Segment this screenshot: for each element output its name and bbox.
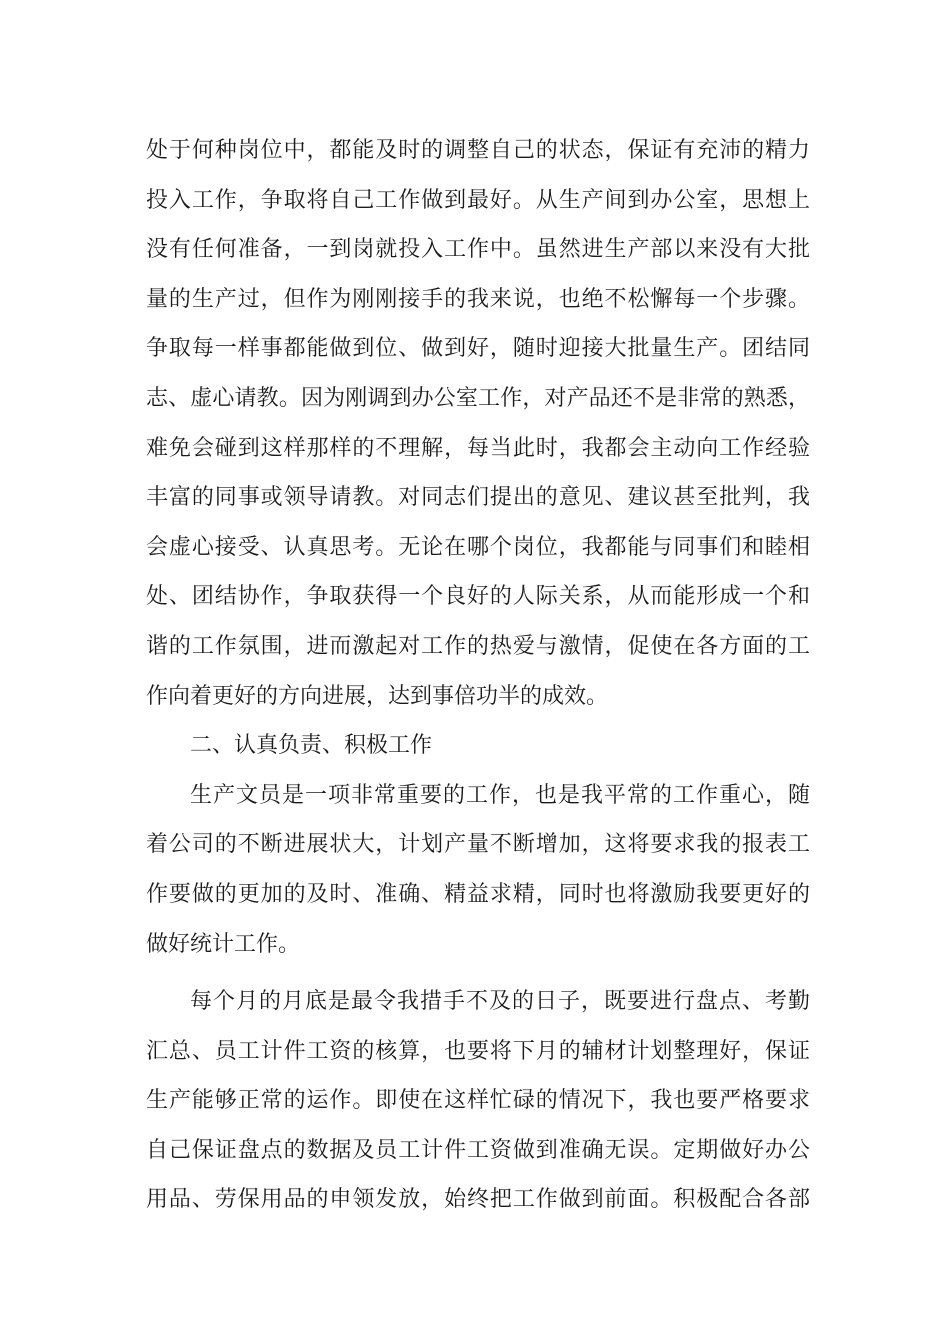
text-line: 自己保证盘点的数据及员工计件工资做到准确无误。定期做好办公 — [146, 1137, 810, 1163]
paragraph-2 — [146, 771, 810, 969]
text-line: 会虚心接受、认真思考。无论在哪个岗位，我都能与同事们和睦相 — [146, 534, 810, 560]
text-line: 汇总、员工计件工资的核算，也要将下月的辅材计划整理好，保证 — [146, 1038, 810, 1064]
paragraph-3 — [146, 977, 810, 1225]
paragraph-1 — [146, 126, 810, 721]
text-line: 生产能够正常的运作。即使在这样忙碌的情况下，我也要严格要求 — [146, 1088, 810, 1114]
text-line: 量的生产过，但作为刚刚接手的我来说，也绝不松懈每一个步骤。 — [146, 286, 810, 312]
text-line: 志、虚心请教。因为刚调到办公室工作，对产品还不是非常的熟悉， — [146, 385, 810, 411]
text-line: 用品、劳保用品的申领发放，始终把工作做到前面。积极配合各部 — [146, 1187, 810, 1213]
text-line: 难免会碰到这样那样的不理解，每当此时，我都会主动向工作经验 — [146, 435, 810, 461]
document-body — [146, 126, 810, 1225]
text-line: 丰富的同事或领导请教。对同志们提出的意见、建议甚至批判，我 — [146, 485, 810, 511]
text-line: 每个月的月底是最令我措手不及的日子，既要进行盘点、考勤 — [190, 989, 810, 1015]
text-line: 投入工作，争取将自己工作做到最好。从生产间到办公室，思想上 — [146, 187, 810, 213]
text-line: 着公司的不断进展状大，计划产量不断增加，这将要求我的报表工 — [146, 832, 810, 858]
section-heading: 二、认真负责、积极工作 — [190, 733, 433, 759]
text-line: 做好统计工作。 — [146, 931, 301, 957]
text-line: 生产文员是一项非常重要的工作，也是我平常的工作重心，随 — [190, 782, 810, 808]
text-line: 没有任何准备，一到岗就投入工作中。虽然进生产部以来没有大批 — [146, 237, 810, 263]
text-line: 作要做的更加的及时、准确、精益求精，同时也将激励我要更好的 — [146, 881, 810, 907]
text-line: 作向着更好的方向进展，达到事倍功半的成效。 — [146, 683, 609, 709]
text-line: 处、团结协作，争取获得一个良好的人际关系，从而能形成一个和 — [146, 584, 810, 610]
paragraph-gap — [146, 969, 810, 977]
text-line: 争取每一样事都能做到位、做到好，随时迎接大批量生产。团结同 — [146, 336, 810, 362]
text-line: 处于何种岗位中，都能及时的调整自己的状态，保证有充沛的精力 — [146, 138, 810, 163]
text-line: 谐的工作氛围，进而激起对工作的热爱与激情，促使在各方面的工 — [146, 633, 810, 659]
